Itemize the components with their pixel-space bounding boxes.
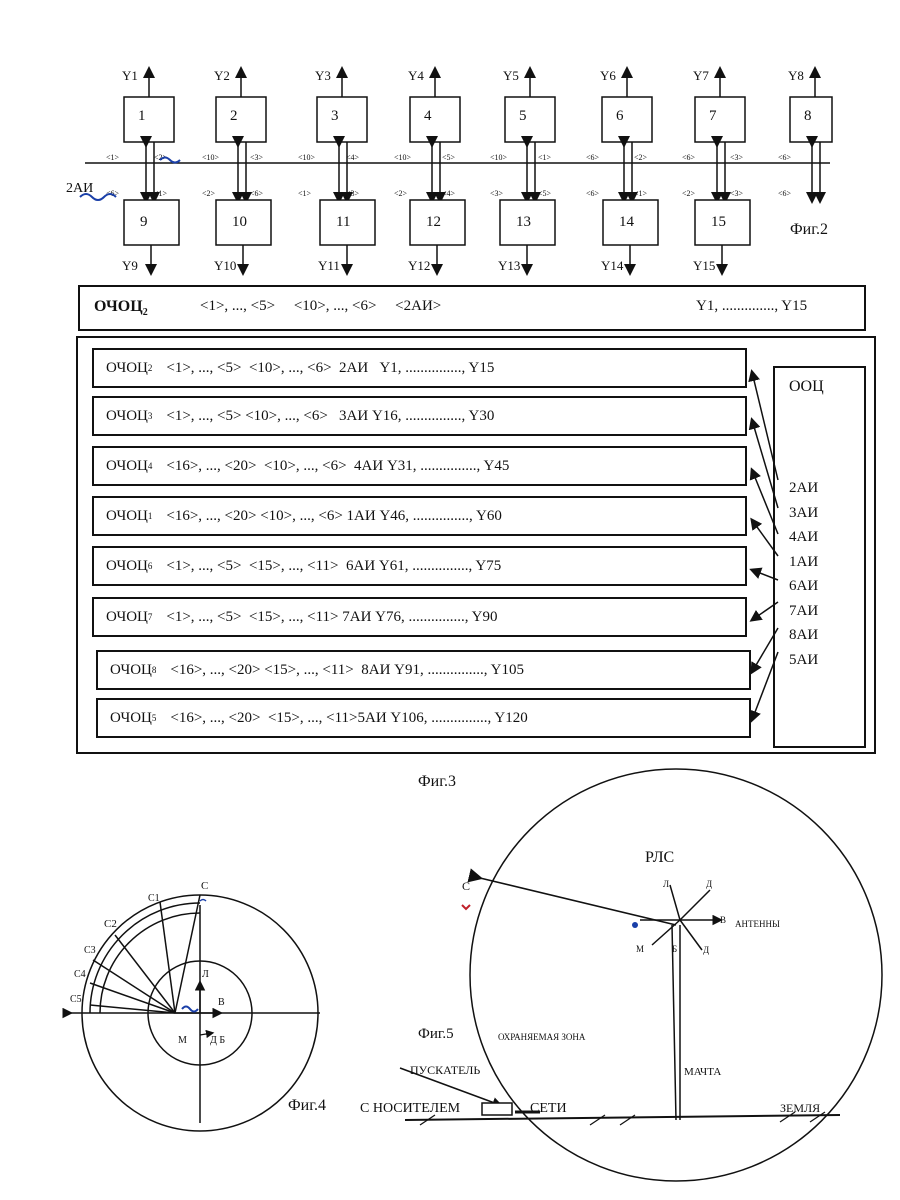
fig2-bus-label: <1> — [106, 153, 120, 162]
ooc-item: 7АИ — [789, 602, 819, 619]
fig2-bottom-block-label: 15 — [711, 214, 726, 230]
fig2-top-block-label: 7 — [709, 108, 717, 124]
fig2-bottom-output: Y12 — [408, 258, 431, 273]
ooc-item: 5АИ — [789, 651, 819, 668]
fig3-row-text: <16>, ..., <20> <10>, ..., <6> 4АИ Y31, ..............., Y45 — [166, 457, 510, 474]
fig2-bus-label: <4> — [442, 189, 456, 198]
fig2-top-output: Y2 — [214, 68, 230, 83]
fig2-bottom-output: Y15 — [693, 258, 716, 273]
fig4-label: В — [218, 997, 225, 1008]
fig5-caption: Фиг.5 — [418, 1026, 454, 1042]
fig2-bus-label: <2> — [634, 153, 648, 162]
header-ranges: <1>, ..., <5> <10>, ..., <6> <2АИ> — [200, 298, 442, 314]
fig5-diagram — [360, 790, 880, 1170]
fig2-bottom-block-label: 10 — [232, 214, 247, 230]
fig5-dir-label: М — [636, 944, 645, 954]
fig5-zone: ОХРАНЯЕМАЯ ЗОНА — [498, 1032, 586, 1042]
fig2-bus-label: <1> — [154, 189, 168, 198]
fig2-top-block-label: 6 — [616, 108, 624, 124]
fig2-bottom-block-label: 9 — [140, 214, 148, 230]
fig4-label: С3 — [84, 945, 96, 956]
fig2-bus-label: <1> — [634, 189, 648, 198]
fig2-bus-label: <6> — [778, 153, 792, 162]
fig3-row-sub: 2 — [147, 363, 153, 373]
fig2-bottom-output: Y13 — [498, 258, 521, 273]
fig3-caption: Фиг.3 — [418, 773, 456, 790]
fig2-bus-label: <10> — [490, 153, 508, 162]
fig3-row-text: <16>, ..., <20> <15>, ..., <11>5АИ Y106, ..............., Y120 — [170, 709, 528, 726]
fig5-ground: ЗЕМЛЯ — [780, 1101, 821, 1115]
ooc-item: 3АИ — [789, 504, 819, 521]
fig2-caption: Фиг.2 — [790, 221, 828, 238]
fig5-dir-label: Д — [706, 879, 713, 889]
fig2-top-block — [602, 97, 652, 142]
fig2-bottom-output: Y11 — [318, 258, 340, 273]
fig2-bottom-block-label: 12 — [426, 214, 441, 230]
fig2-top-output: Y7 — [693, 68, 709, 83]
fig3-row-text: <1>, ..., <5> <10>, ..., <6> 3АИ Y16, ..............., Y30 — [166, 407, 495, 424]
fig4-diagram — [60, 865, 340, 1135]
fig2-top-output: Y4 — [408, 68, 424, 83]
fig4-label: С5 — [70, 994, 82, 1005]
ooc-item: 4АИ — [789, 529, 819, 545]
header-name: ОЧОЦ — [94, 298, 143, 315]
fig2-bottom-block-label: 11 — [336, 214, 351, 230]
fig2-bottom-block-label: 13 — [516, 214, 531, 230]
fig4-label: М — [178, 1035, 187, 1046]
fig3-row-name: ОЧОЦ — [106, 608, 148, 625]
fig2-bus-label: <3> — [730, 189, 744, 198]
fig5-launcher: ПУСКАТЕЛЬ — [410, 1063, 481, 1077]
fig5-dir-label: В — [720, 915, 727, 925]
fig2-diagram — [0, 0, 900, 280]
fig3-arrows — [0, 330, 900, 790]
fig2-top-block-label: 2 — [230, 108, 238, 124]
fig2-bus-label: <4> — [346, 153, 360, 162]
fig5-antenna: АНТЕННЫ — [735, 919, 780, 929]
fig5-carrier: С НОСИТЕЛЕМ — [360, 1101, 461, 1116]
fig2-bus-label: <10> — [394, 153, 412, 162]
fig2-bus-label: <1> — [538, 153, 552, 162]
fig2-top-output: Y1 — [122, 68, 138, 83]
fig2-top-block-label: 5 — [519, 108, 527, 124]
fig3-row-sub: 5 — [151, 713, 157, 723]
fig2-bus-label: <2> — [202, 189, 216, 198]
fig3-row-name: ОЧОЦ — [110, 661, 152, 678]
fig3-arrow — [752, 602, 778, 620]
fig2-top-block — [317, 97, 367, 142]
fig5-mast: МАЧТА — [684, 1066, 722, 1078]
fig3-row-name: ОЧОЦ — [110, 709, 152, 726]
fig2-bottom-block — [124, 200, 179, 245]
fig5-dir-label: Л — [663, 879, 670, 889]
fig2-bus-label: <5> — [442, 153, 456, 162]
fig5-title: РЛС — [645, 849, 675, 866]
fig2-top-output: Y8 — [788, 68, 804, 83]
fig2-bus-label: <6> — [778, 189, 792, 198]
fig3-row-name: ОЧОЦ — [106, 557, 148, 574]
fig2-bus-label: <3> — [490, 189, 504, 198]
fig3-row-text: <16>, ..., <20> <10>, ..., <6> 1АИ Y46, ..............., Y60 — [166, 507, 502, 524]
fig4-label: С2 — [104, 918, 117, 930]
fig2-bus-label: <3> — [346, 189, 360, 198]
fig2-bus-label: <2> — [682, 189, 696, 198]
fig2-top-block — [410, 97, 460, 142]
ooc-item: 8АИ — [789, 627, 819, 643]
fig2-bus-label: <6> — [586, 153, 600, 162]
fig3-row-sub: 7 — [147, 612, 153, 622]
fig2-bus-label: <5> — [538, 189, 552, 198]
fig3-row-sub: 3 — [147, 411, 153, 421]
header-outputs: Y1, .............., Y15 — [696, 298, 808, 314]
fig3-row-sub: 4 — [147, 461, 153, 471]
fig2-top-output: Y5 — [503, 68, 519, 83]
fig2-input-label: 2АИ — [66, 181, 94, 196]
fig2-top-block-label: 4 — [424, 108, 432, 124]
fig3-row-sub: 1 — [147, 511, 153, 521]
fig3-row-text: <1>, ..., <5> <10>, ..., <6> 2АИ Y1, ..............., Y15 — [166, 359, 495, 376]
fig3-row-text: <1>, ..., <5> <15>, ..., <11> 7АИ Y76, ..............., Y90 — [166, 608, 498, 625]
fig2-bottom-output: Y10 — [214, 258, 237, 273]
fig3-arrow — [752, 570, 778, 580]
fig3-row-name: ОЧОЦ — [106, 457, 148, 474]
fig4-label: С4 — [74, 969, 86, 980]
fig5-dir-label: Б — [672, 944, 678, 954]
fig5-target: С — [462, 879, 471, 893]
ooc-title: ООЦ — [789, 378, 824, 395]
fig2-top-block-label: 3 — [331, 108, 339, 124]
ooc-item: 6АИ — [789, 578, 819, 594]
fig2-bus-label: <10> — [298, 153, 316, 162]
fig2-top-block — [216, 97, 266, 142]
fig3-arrow — [752, 652, 778, 720]
fig5-dir-label: Д — [703, 945, 710, 955]
fig3-header-row: $ОЧОЦ_2$ <1>, ..., <5> <10>, ..., <6> <2АИ> Y1, .............., Y15 — [78, 285, 866, 331]
fig4-label: Д Б — [210, 1035, 226, 1046]
fig2-bottom-output: Y14 — [601, 258, 624, 273]
fig2-bus-label: <2> — [394, 189, 408, 198]
fig2-top-output: Y6 — [600, 68, 616, 83]
ooc-item: 2АИ — [789, 480, 819, 496]
fig2-bus-label: <3> — [250, 153, 264, 162]
fig3-row-text: <16>, ..., <20> <15>, ..., <11> 8АИ Y91, ..............., Y105 — [170, 661, 525, 678]
fig2-top-block-label: 8 — [804, 108, 812, 124]
fig3-row-sub: 8 — [151, 665, 157, 675]
fig2-bus-label: <10> — [202, 153, 220, 162]
fig4-label: С1 — [148, 893, 160, 904]
fig3-row-sub: 6 — [147, 561, 153, 571]
fig4-caption: Фиг.4 — [288, 1097, 326, 1114]
fig3-arrow — [752, 628, 778, 672]
fig2-bus-label: <6> — [250, 189, 264, 198]
fig2-top-block-label: 1 — [138, 108, 146, 124]
fig2-top-block — [124, 97, 174, 142]
fig2-bus-label: <3> — [730, 153, 744, 162]
fig2-bus-label: <2> — [154, 153, 168, 162]
fig2-bus-label: <6> — [586, 189, 600, 198]
ooc-item: 1АИ — [789, 553, 819, 570]
fig5-nets: СЕТИ — [530, 1101, 567, 1116]
fig2-top-block — [505, 97, 555, 142]
fig3-row-name: ОЧОЦ — [106, 407, 148, 424]
fig2-bottom-output: Y9 — [122, 258, 138, 273]
fig3-row-text: <1>, ..., <5> <15>, ..., <11> 6АИ Y61, ..............., Y75 — [166, 557, 502, 574]
fig4-label: Л — [202, 969, 209, 980]
fig2-bus-label: <6> — [682, 153, 696, 162]
fig3-row-name: ОЧОЦ — [106, 507, 148, 524]
fig2-bottom-block-label: 14 — [619, 214, 634, 230]
fig2-top-output: Y3 — [315, 68, 331, 83]
fig3-row-name: ОЧОЦ — [106, 359, 148, 376]
fig2-top-block — [695, 97, 745, 142]
fig2-bus-label: <6> — [106, 189, 120, 198]
fig2-bus-label: <1> — [298, 189, 312, 198]
fig4-label: С — [201, 880, 209, 892]
